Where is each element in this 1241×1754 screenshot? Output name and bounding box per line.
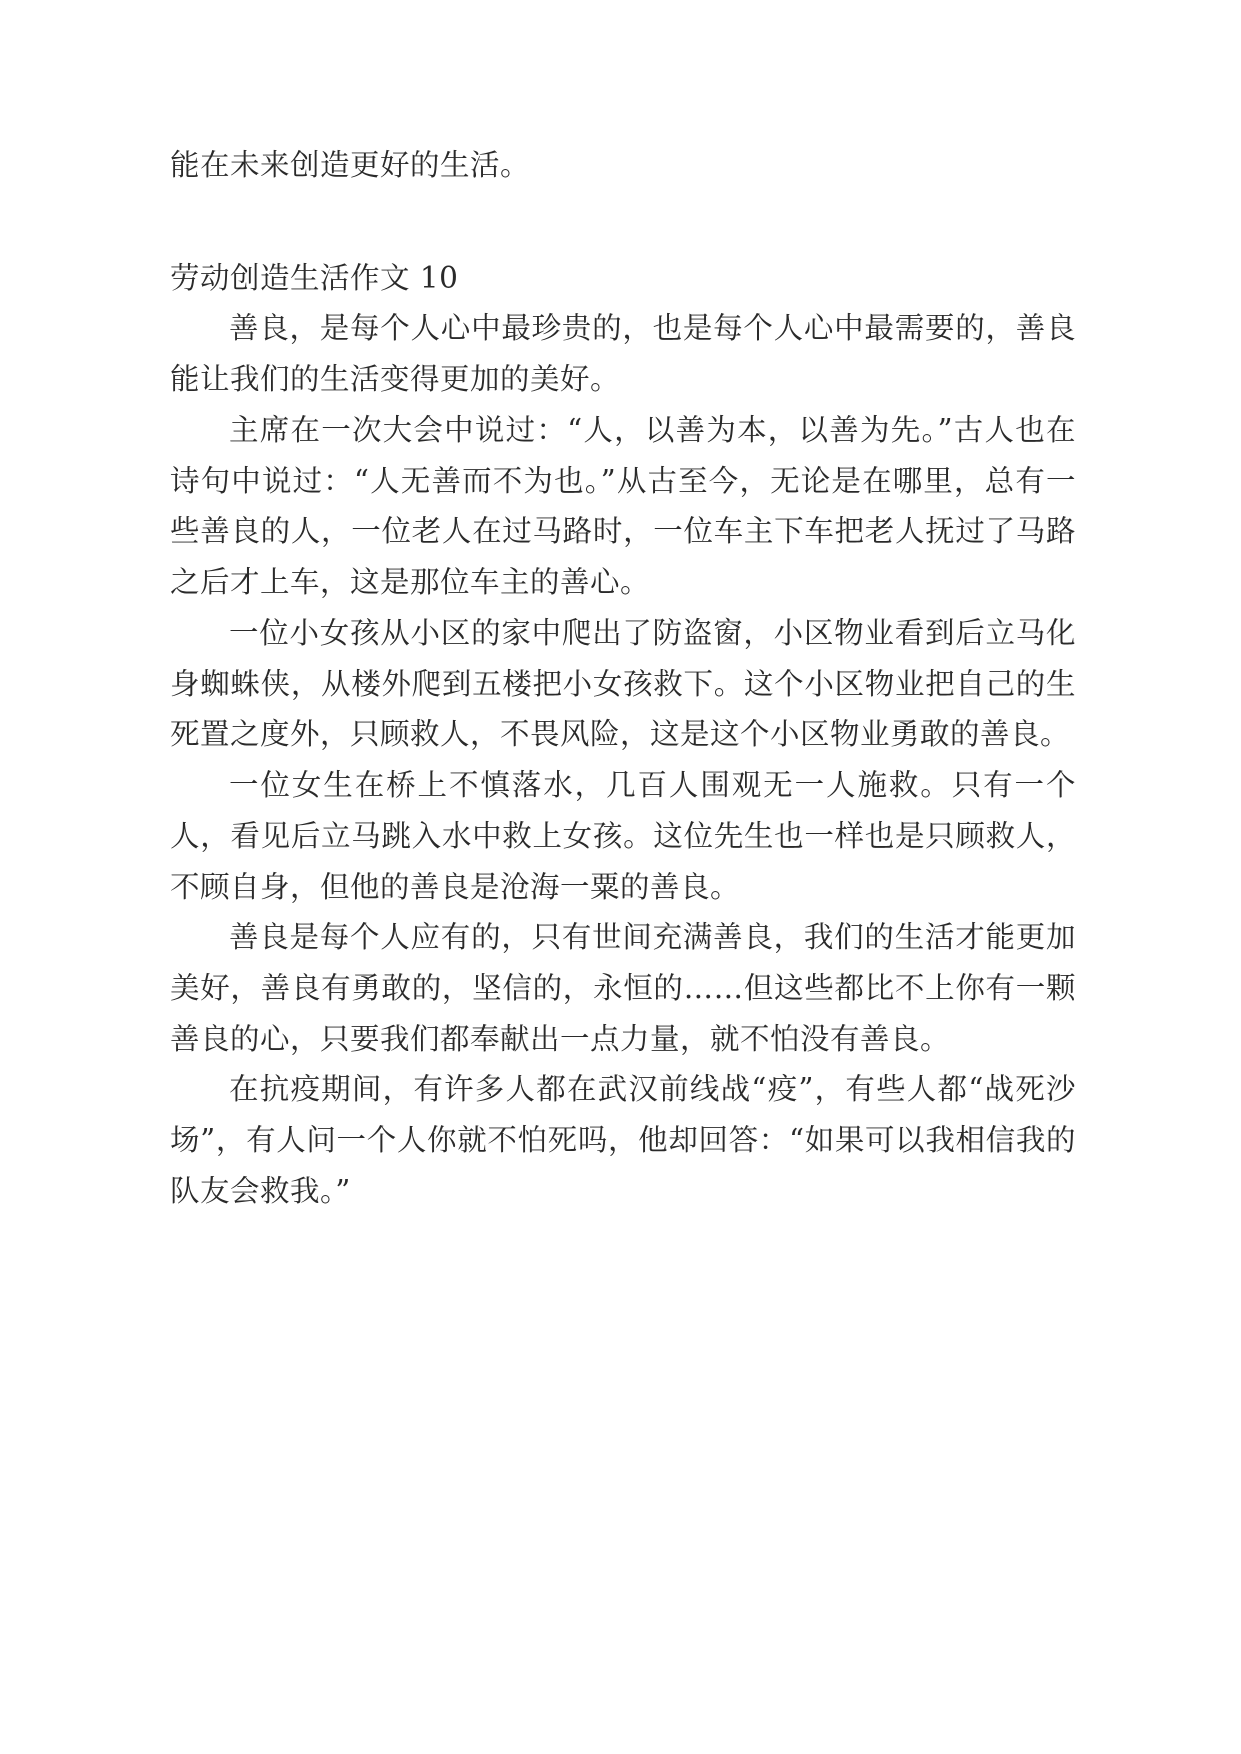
continued-paragraph: 能在未来创造更好的生活。 xyxy=(170,148,531,182)
paragraph-3: 一位小女孩从小区的家中爬出了防盗窗，小区物业看到后立马化身蜘蛛侠，从楼外爬到五楼把小女孩救下。这个小区物业把自己的生死置之度外，只顾救人，不畏风险，这是这个小区物业勇敢的善良。 xyxy=(170,615,1076,752)
paragraph-4: 一位女生在桥上不慎落水，几百人围观无一人施救。只有一个人，看见后立马跳入水中救上女孩。这位先生也一样也是只顾救人，不顾自身，但他的善良是沧海一粟的善良。 xyxy=(170,768,1076,904)
section-spacer xyxy=(170,191,1076,253)
page-title: 劳动创造生活作文 10 xyxy=(170,260,459,295)
paragraph-6: 在抗疫期间，有许多人都在武汉前线战“疫”，有些人都“战死沙场”，有人问一个人你就不怕死吗，他却回答：“如果可以我相信我的队友会救我。” xyxy=(170,1072,1076,1208)
paragraph-1: 善良，是每个人心中最珍贵的，也是每个人心中最需要的，善良能让我们的生活变得更加的美好。 xyxy=(170,311,1076,397)
paragraph-2: 主席在一次大会中说过：“人，以善为本，以善为先。”古人也在诗句中说过：“人无善而不为也。”从古至今，无论是在哪里，总有一些善良的人，一位老人在过马路时，一位车主下车把老人抚过了马路之后才上车，这是那位车主的善心。 xyxy=(170,412,1076,600)
document-body xyxy=(170,140,1076,1217)
paragraph-5: 善良是每个人应有的，只有世间充满善良，我们的生活才能更加美好，善良有勇敢的，坚信的，永恒的……但这些都比不上你有一颗善良的心，只要我们都奉献出一点力量，就不怕没有善良。 xyxy=(170,920,1076,1056)
